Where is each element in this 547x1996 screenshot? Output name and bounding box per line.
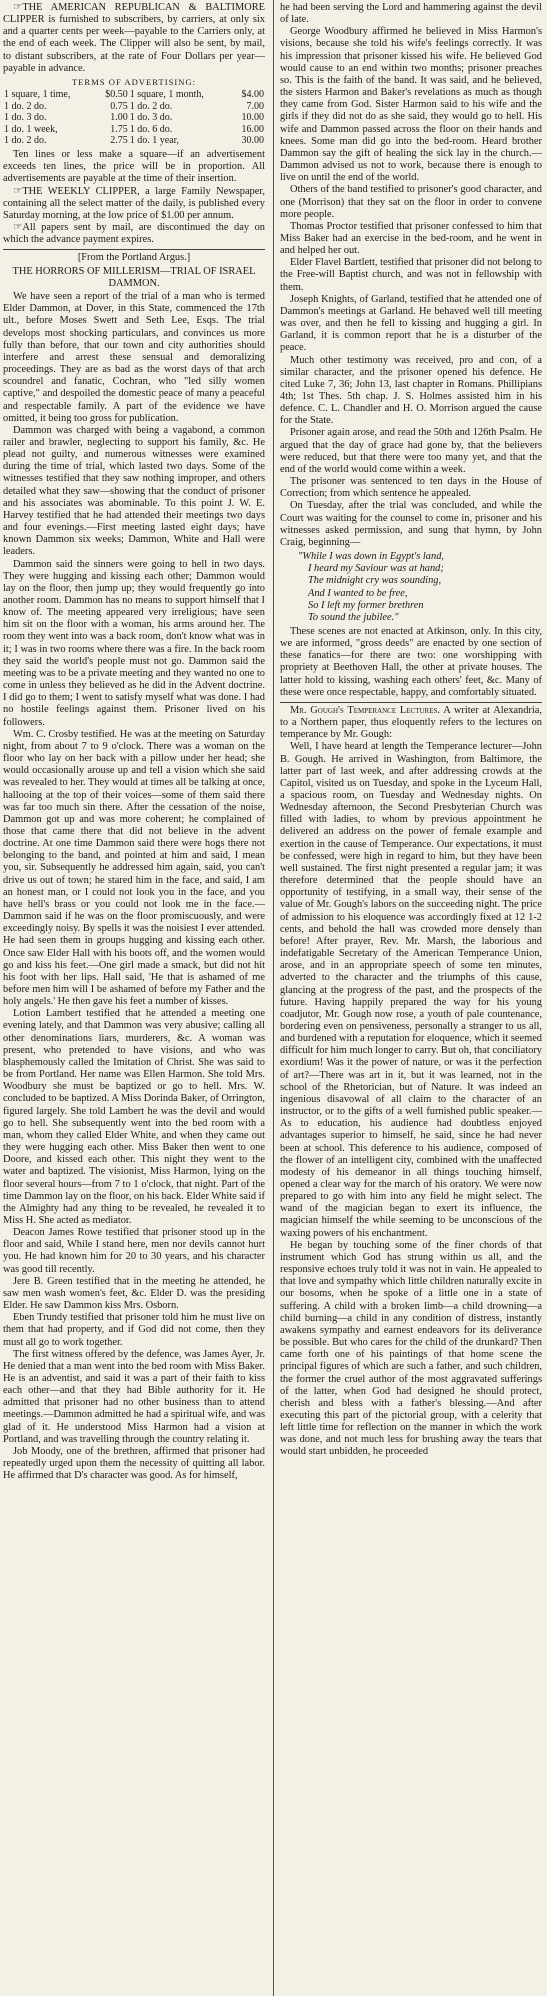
article-paragraph: The prisoner was sentenced to ten days in the House of Correction; from which sentence he appealed.: [280, 476, 542, 500]
article-paragraph: These scenes are not enacted at Atkinson, only. In this city, we are informed, "gross deeds" are enacted by one section of these fanatics—for there are two: one worshipping with propriety at Beethoven Hall, the other at private houses. The latter hold to kissing, washing each others' feet, &c. Many of these were once respectable, happy, and comfortably situated.: [280, 625, 542, 698]
article-paragraph: George Woodbury affirmed he believed in Miss Harmon's visions, because she told his wife's feelings correctly. It was his impression that prisoner kissed his wife. He believed God would cause to an end within two months; prisoner preaches so. This is the faith of the band. It was said, and he believed, the sisters Harmon and Baker's revelations as much as though they came from God. Sister Harmon said to his wife and the girls if they did not do as she said, they would go to hell. His wife and Dammon passed across the floor on their hands and knees. Some man did go into the bed-room. Heard brother Dammon say the gift of healing the sick lay in the church.—Dammon advised us not to work, because there is enough to live on until the end of the world.: [280, 26, 542, 184]
notice-subscription: ☞THE AMERICAN REPUBLICAN & BALTIMORE CLIPPER is furnished to subscribers, by carriers, at only six and a quarter cents per week—payable to the Carriers only, at the end of each week. The Clipper will also be sent, by mail, to distant subscribers, at the rate of Four Dollars per year—payable in advance.: [3, 2, 265, 74]
article-paragraph: Joseph Knights, of Garland, testified that he attended one of Dammon's meetings at Garland. He behaved well till meeting was over, and then he fell to kissing and hugging a girl. In Garland, it is common report that he is a disturber of the peace.: [280, 293, 542, 354]
hymn-verse: [280, 551, 542, 624]
article-paragraph: Deacon James Rowe testified that prisoner stood up in the floor and said, While I stand here, men nor devils cannot hurt you. He had known him for 20 to 30 years, and his character was good till recently.: [3, 1227, 265, 1275]
hymn-line: The midnight cry was sounding,: [308, 575, 442, 587]
gough-lead: A writer at Alexandria, to a Northern paper, thus eloquently refers to the lectures on temperance by Mr. Gough:: [280, 704, 542, 741]
rates-row: 1 do. 2 do. 0.75 1 do. 2 do. 7.00: [4, 100, 264, 112]
rates-row: 1 do. 3 do. 1.00 1 do. 3 do. 10.00: [4, 112, 264, 124]
article-paragraph: Others of the band testified to prisoner's good character, and one (Morrison) that they sat on the floor in order to convene more people.: [280, 184, 542, 220]
hymn-line: To sound the jubilee.": [308, 611, 399, 623]
article-source: [From the Portland Argus.]: [77, 252, 191, 264]
article-paragraph: We have seen a report of the trial of a man who is termed Elder Dammon, at Dover, in this State, commenced the 17th ult., before Moses Swett and Seth Lee, Esqs. The trial develops most shocking particulars, and convinces us more fully than before, that our town and city authorities should interfere and arrest these sensual and demoralizing proceedings. They are as bad as the worst days of that arch scoundrel and fanatic, Cochran, who "led silly women captive," and despoiled the domestic peace of many a peaceful and respectable family. A part of the evidence we have omitted, it being too gross for publication.: [3, 291, 265, 424]
gough-title: Mr. Gough's Temperance Lectures.: [290, 704, 440, 716]
article-paragraph: Prisoner again arose, and read the 50th and 126th Psalm. He argued that the day of grace had gone by, that the believers were reduced, but that there were too many yet, and that the end of the world would come within a week.: [280, 427, 542, 475]
notice-papers: ☞All papers sent by mail, are discontinued the day on which the advance payment expires.: [3, 222, 265, 246]
article-paragraph: Wm. C. Crosby testified. He was at the meeting on Saturday night, from about 7 to 9 o'clock. There was a woman on the floor who lay on her back with a pillow under her head; she would occasionally arouse up and tell a vision which she said was revealed to her. They would at times all be talking at once, hallooing at the top of their voices—some of them said there was far too much sin there. After the cessation of the noise, Dammon got up and was more coherent; he complained of those that came there that did not believe in the advent doctrine. At one time Dammon said there were hogs there not belonging to the band, and pointed at him and said, I mean you, sir. Subsequently he addressed him again, said, you can't drive us out of town; he stared him in the face, and said, I am an honest man, or I could not look you in the face, and you have hell's brass or you could not look me in the face.—Dammon said if he was on the floor promiscuously, and were exceedingly noisy. By spells it was the noisiest I ever attended. He had seen them in groups hugging and kissing each other. Once saw Elder Hall with his boots off, and the women would go and kiss his feet.—One girl made a smack, but did not hit his foot with her lips. Hall said, 'He that is ashamed of me before men him will I be ashamed of before my Father and the holy angels.' He then gave his feet a number of kisses.: [3, 728, 265, 1008]
rates-row: 1 do. 1 week, 1.75 1 do. 6 do. 16.00: [4, 123, 264, 135]
article-paragraph: Well, I have heard at length the Temperance lecturer—John B. Gough. He arrived in Washington, from Baltimore, the latter part of last week, and after addressing crowds at the Capitol, visited us on Tuesday, and spoke in the Lyceum Hall, a spacious room, on Tuesday and Wednesday nights. On Wednesday afternoon, the Second Presbyterian Church was filled with ladies, to whom by previous appointment he delivered an address on the power of female example and exertion in the cause of Temperance. Our expectations, it must be confessed, were high in regard to him, but they have been well sustained. The first night presented a regular jam; it was therefore determined that the people should have an opportunity of testifying, in a small way, their sense of the value of Mr. Gough's labors on the succeeding night. The price of admission to his eloquence was accordingly fixed at 12 1-2 cents, and behold the hall was crowded more densely than before! After prayer, Rev. Mr. Marsh, the laborious and indefatigable Secretary of the American Temperance Union, arose, and in an appropriate speech of some ten minutes, adverted to the character and the triumphs of this cause, glancing at the progress of the past, and the prospects of the future. Having happily prepared the way for his young coadjutor, Mr. Gough now rose, a youth of pale countenance, bordering even on pensiveness, personally a stranger to us all, and burdened with a reputation for eloquence, which it seemed difficult for him much longer to carry. But oh, that conciliatory exordium! Was it the power of nature, or was it the perfection of art?—There was art in it, but it was learned, not in the school of the Rhetorician, but of Nature. It was indeed an ingenious disavowal of all claim to the character of an instructor, or to the gifts of a well furnished public speaker.—As to education, his audience had doubtless enjoyed advantages superior to himself, he said, since he had never been at school. This deference to his audience, composed of the flower of an intelligent city, combined with the unaffected modesty of his demeanor in all things touching himself, opened a clear way for the march of his oratory. We were now prepared to go with him into any field he might select. The wand of the magician began to exert its influence, the magician himself the while seeming to be unconscious of the waxing powers of his enchantment.: [280, 741, 542, 1239]
notice-squares: Ten lines or less make a square—if an advertisement exceeds ten lines, the price will be in proportion. All advertisements are payable at the time of their insertion.: [3, 149, 265, 185]
article-paragraph: Lotion Lambert testified that he attended a meeting one evening lately, and that Dammon was very abusive; calling all other denominations liars, murderers, &c. A woman was present, who pretended to have visions, and who was blasphemously called the Imitation of Christ. She was said to be from Portland. Her name was Ellen Harmon. She told Mrs. Woodbury she must be baptized or go to hell. Mrs. W. concluded to be baptized. A Miss Dorinda Baker, of Orrington, figured largely. She told Lambert he was the devil and would go to hell. She subsequently went into the bed room with a man, whom they called Elder White, and when they came out they were hugging each other. Miss Baker then went to one Doore, and kissed each other. This night they went to the water and baptized. The visionist, Miss Harmon, lying on the floor several hours—from 7 to 1 o'clock, that night. Part of the time Dammon lay on the floor, on his back. Elder White said if the Almighty had any thing to be revealed, he revealed it to Miss H. She acted as mediator.: [3, 1008, 265, 1226]
article-paragraph: Eben Trundy testified that prisoner told him he must live on them that had property, and if God did not come, then they must all go to work together.: [3, 1312, 265, 1348]
left-column: [3, 2, 265, 1992]
article-paragraph: The first witness offered by the defence, was James Ayer, Jr. He denied that a man went into the bed room with Miss Baker. He is an adventist, and said it was a part of their faith to kiss each other—and that they had Bible authority for it. He admitted that prisoner had no other business than to attend meetings.—Dammon admitted he had a spiritual wife, and was glad of it. He understood Miss Harmon had a vision at Portland, and was travelling through the country relating it.: [3, 1348, 265, 1445]
article-paragraph: he had been serving the Lord and hammering against the devil of late.: [280, 2, 542, 26]
rates-row: 1 do. 2 do. 2.75 1 do. 1 year, 30.00: [4, 135, 264, 147]
rates-title: TERMS OF ADVERTISING:: [71, 76, 197, 87]
article-paragraph: Dammon was charged with being a vagabond, a common railer and brawler, neglecting to support his family, &c. He plead not guilty, and numerous witnesses were examined during the time of trial, which lasted two days. Some of the witnesses testified that they saw nothing improper, and others detailed what they saw—showing that the conduct of prisoner and his associates was abominable. To this point J. W. E. Harvey testified that he had attended their meetings two days and four evenings.—First meeting lasted eight days; have known Dammon six weeks; Dammon, White and Hall were leaders.: [3, 424, 265, 558]
article-paragraph: [280, 705, 542, 741]
column-rule: [273, 0, 274, 1996]
right-column: [280, 2, 542, 1992]
article-paragraph: Much other testimony was received, pro and con, of a similar character, and the prisoner opened his defence. He cited Luke 7, 36; John 13, last chapter in Romans. Phillipians 4th; 1st Thes. 5th chap. J. S. Holmes assisted him in his defence. C. L. Chandler and H. O. Morrison argued the cause for the State.: [280, 354, 542, 427]
article-paragraph: On Tuesday, after the trial was concluded, and while the Court was waiting for the counsel to come in, prisoner and his witnesses asked permission, and sung that hymn, by John Craig, beginning—: [280, 500, 542, 548]
article-paragraph: He began by touching some of the finer chords of that instrument which God has strung within us all, and the responsive echoes truly told it was not in vain. He appealed to that love and sympathy which little children naturally excite in our bosoms, when he spoke of a little one in a state of suffering. A child with a broken limb—a child drowning—a child burning—a child in any condition of distress, instantly awakens sympathy and earnest endeavors for its deliverance be possible. But who cares for the child of the drunkard? Then came forth one of his paintings of that home scene the principal figures of which are such a father, and such children, the former the cruel author of the most aggravated sufferings of the latter, when God had designed he should protect, cherish and bless with a father's blessing.—And after executing this part of the pictorial group, with a celerity that left little time for reflection on the manner in which the work was done, and not much less for brushing away the tears that would start unbidden, he proceeded: [280, 1239, 542, 1458]
divider: [3, 249, 265, 250]
hymn-line: "While I was down in Egypt's land,: [298, 551, 444, 563]
article-paragraph: Dammon said the sinners were going to hell in two days. They were hugging and kissing each other; Dammon would lay on the floor, then jump up; they would frequently go into another room. Dammon has no means to support himself that I know of. The meeting appeared very irreligious; have seen him sit on the floor with a woman, his arms around her. The room they went into was a back room, don't know what was in it; I was in two rooms where there was a fire. In the back room they said the world's people must not go. Dammon said the meeting was to be a private meeting and they wanted no one to come in unless they believed as he did in the Advent doctrine. I did go to them; I went to satisfy myself what was done. I had no hostile feelings against them. Prisoner lived on his followers.: [3, 558, 265, 728]
notice-weekly: ☞THE WEEKLY CLIPPER, a large Family Newspaper, containing all the select matter of the daily, is published every Saturday morning, at the low price of $1.00 per annum.: [3, 185, 265, 221]
article-title: THE HORRORS OF MILLERISM—TRIAL OF ISRAEL DAMMON.: [12, 265, 256, 289]
article-paragraph: Job Moody, one of the brethren, affirmed that prisoner had repeatedly urged upon them the necessity of quitting all labor. He affirmed that D's character was good. As for himself,: [3, 1445, 265, 1482]
article-paragraph: Elder Flavel Bartlett, testified that prisoner did not belong to the Free-will Baptist church, and was not in fellowship with them.: [280, 257, 542, 293]
hymn-line: And I wanted to be free,: [308, 587, 408, 599]
rates-table: [3, 89, 265, 147]
divider: [280, 702, 542, 703]
article-paragraph: Thomas Proctor testified that prisoner confessed to him that Miss Baker had an exercise in the bed-room, and he went in and helped her out.: [280, 220, 542, 257]
article-paragraph: Jere B. Green testified that in the meeting he attended, he saw men wash women's feet, &c. Elder D. was the presiding Elder. He saw Dammon kiss Mrs. Osborn.: [3, 1275, 265, 1312]
rates-row: 1 square, 1 time, $0.50 1 square, 1 month, $4.00: [4, 89, 264, 101]
hymn-line: I heard my Saviour was at hand;: [308, 563, 444, 575]
hymn-line: So I left my former brethren: [308, 599, 424, 611]
